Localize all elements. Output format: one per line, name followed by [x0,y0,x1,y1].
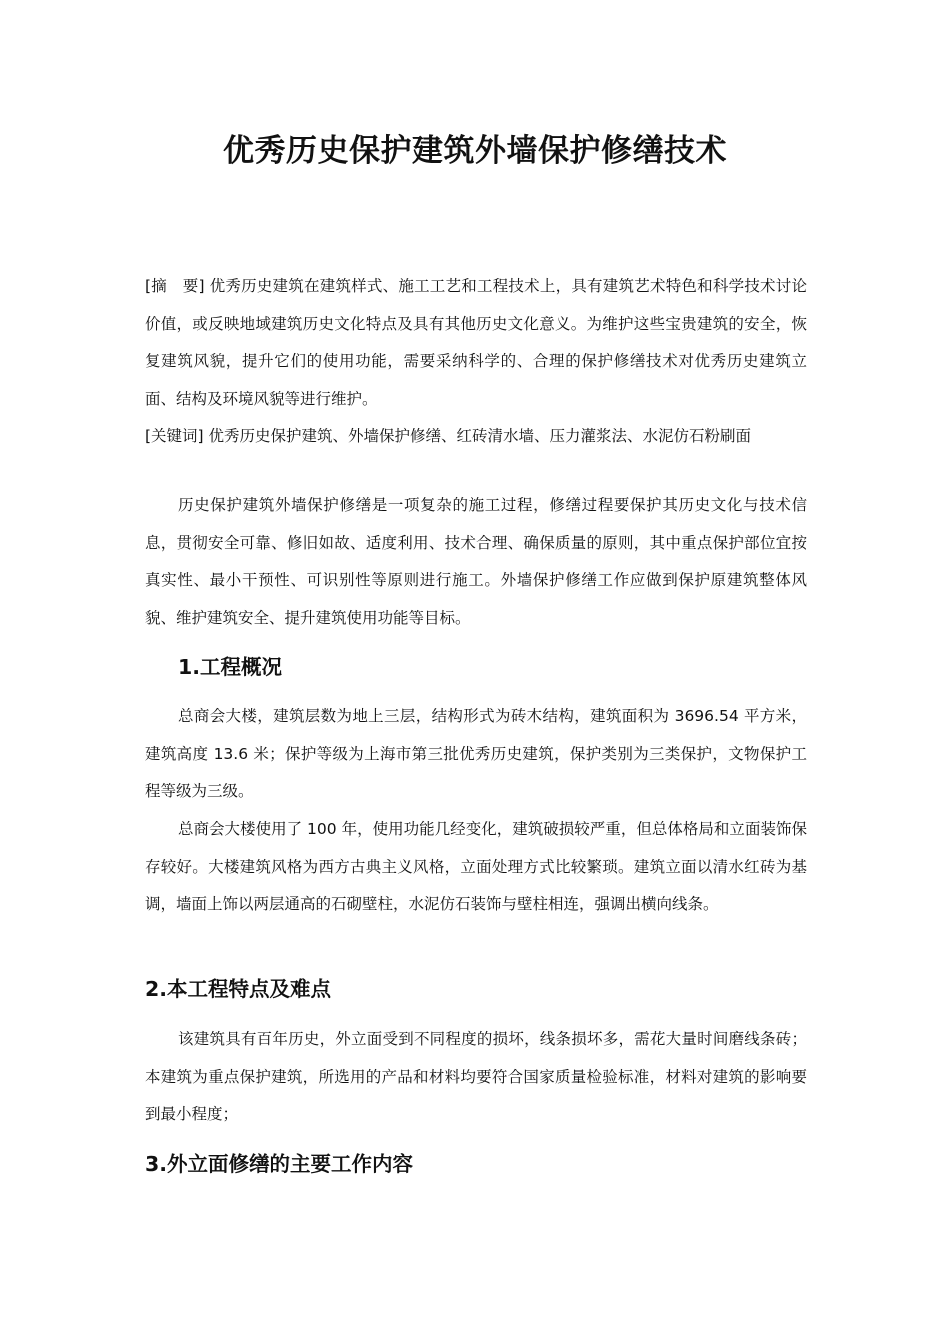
keywords-line: [关键词] 优秀历史保护建筑、外墙保护修缮、红砖清水墙、压力灌浆法、水泥仿石粉刷面 [145,427,752,445]
section-1-paragraph-1: 总商会大楼，建筑层数为地上三层，结构形式为砖木结构，建筑面积为 3696.54 平方米，建筑高度 13.6 米；保护等级为上海市第三批优秀历史建筑，保护类别为三类保护，文物保护工程等级为三级。 [145,707,807,800]
document-title: 优秀历史保护建筑外墙保护修缮技术 [223,133,727,169]
section-heading-2: 2.本工程特点及难点 [145,977,332,1001]
section-heading-1: 1.工程概况 [178,655,283,679]
abstract-paragraph: [摘 要] 优秀历史建筑在建筑样式、施工工艺和工程技术上，具有建筑艺术特色和科学技术讨论价值，或反映地域建筑历史文化特点及具有其他历史文化意义。为维护这些宝贵建筑的安全，恢复建筑风貌，提升它们的使用功能，需要采纳科学的、合理的保护修缮技术对优秀历史建筑立面、结构及环境风貌等进行维护。 [145,277,807,408]
intro-paragraph: 历史保护建筑外墙保护修缮是一项复杂的施工过程，修缮过程要保护其历史文化与技术信息，贯彻安全可靠、修旧如故、适度利用、技术合理、确保质量的原则，其中重点保护部位宜按真实性、最小干预性、可识别性等原则进行施工。外墙保护修缮工作应做到保护原建筑整体风貌、维护建筑安全、提升建筑使用功能等目标。 [145,496,807,627]
section-heading-3: 3.外立面修缮的主要工作内容 [145,1152,414,1176]
section-1-paragraph-2: 总商会大楼使用了 100 年，使用功能几经变化，建筑破损较严重，但总体格局和立面装饰保存较好。大楼建筑风格为西方古典主义风格，立面处理方式比较繁琐。建筑立面以清水红砖为基调，墙面上饰以两层通高的石砌壁柱，水泥仿石装饰与壁柱相连，强调出横向线条。 [145,820,807,913]
section-2-paragraph-1: 该建筑具有百年历史，外立面受到不同程度的损坏，线条损坏多，需花大量时间磨线条砖；本建筑为重点保护建筑，所选用的产品和材料均要符合国家质量检验标准，材料对建筑的影响要到最小程度； [145,1030,807,1123]
